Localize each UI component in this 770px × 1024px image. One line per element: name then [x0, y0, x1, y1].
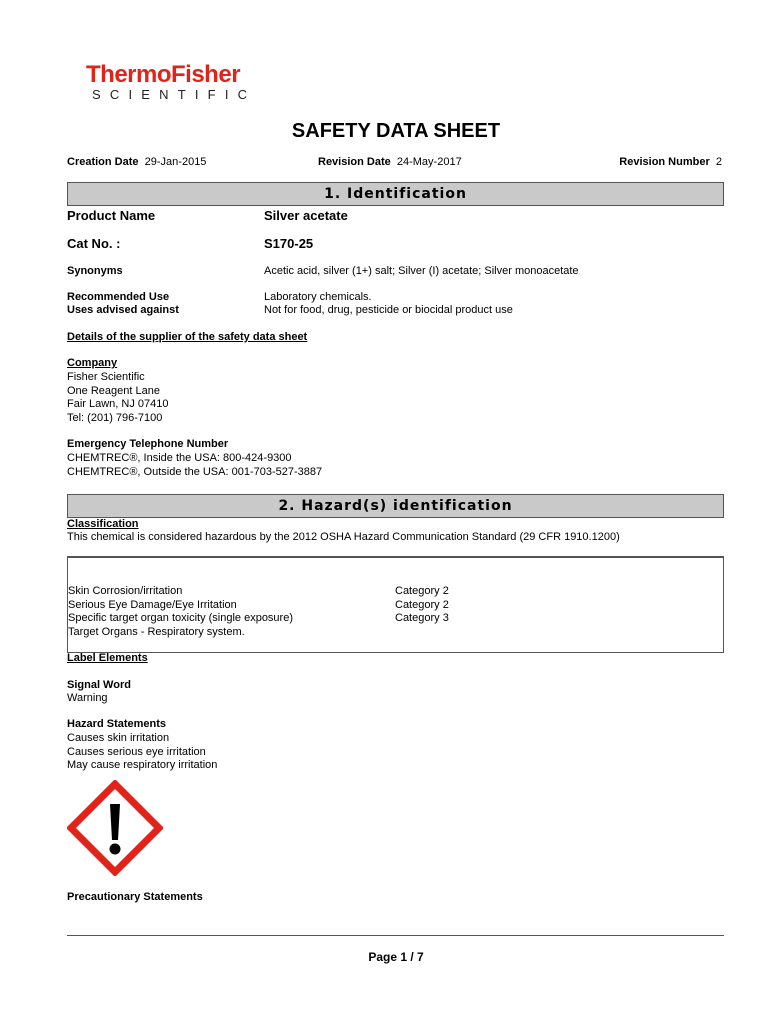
hazard-statement: May cause respiratory irritation: [67, 759, 218, 771]
creation-date-label: Creation Date: [67, 156, 139, 168]
company-line: One Reagent Lane: [67, 384, 160, 397]
hazard-name: Specific target organ toxicity (single exposure): [68, 612, 293, 624]
revision-number-label: Revision Number: [619, 156, 710, 168]
revision-number: [560, 156, 722, 170]
company-line: Fair Lawn, NJ 07410: [67, 398, 169, 410]
precautionary-heading: Precautionary Statements: [67, 891, 203, 903]
synonyms-label: Synonyms: [67, 265, 123, 277]
section-1-heading: 1. Identification: [67, 182, 724, 206]
brand-logo-subtitle: SCIENTIFIC: [92, 87, 257, 102]
emergency-line: CHEMTREC®, Outside the USA: 001-703-527-3887: [67, 465, 323, 478]
hazard-categories: [395, 585, 449, 626]
revision-date-value: 24-May-2017: [396, 156, 462, 168]
hazard-list: [68, 585, 293, 639]
label-elements-heading: Label Elements: [67, 652, 148, 664]
hazard-statement: Causes skin irritation: [67, 732, 170, 744]
synonyms-value: Acetic acid, silver (1+) salt; Silver (I) acetate; Silver monoacetate: [264, 265, 579, 277]
uses-advised-against-label: Uses advised against: [67, 304, 179, 316]
revision-date: [318, 156, 462, 170]
signal-word-heading: Signal Word: [67, 679, 131, 691]
hazard-statement: Causes serious eye irritation: [67, 745, 206, 758]
brand-logo-name: ThermoFisher: [86, 61, 241, 88]
company-line: Fisher Scientific: [67, 371, 145, 383]
hazard-category: Category 2: [395, 585, 449, 597]
hazard-statements-heading: Hazard Statements: [67, 718, 167, 730]
uses-advised-against-value: Not for food, drug, pesticide or biocidal product use: [264, 304, 513, 316]
section-2-heading: 2. Hazard(s) identification: [67, 494, 724, 518]
product-name-value: Silver acetate: [264, 208, 348, 223]
classification-text: This chemical is considered hazardous by the 2012 OSHA Hazard Communication Standard (29 CFR 1910.1200): [67, 531, 620, 543]
product-name-label: Product Name: [67, 208, 156, 223]
emergency-line: CHEMTREC®, Inside the USA: 800-424-9300: [67, 452, 292, 464]
company-line: Tel: (201) 796-7100: [67, 411, 163, 424]
supplier-heading: Details of the supplier of the safety data sheet: [67, 331, 308, 343]
cat-no-value: S170-25: [264, 236, 314, 251]
revision-date-label: Revision Date: [318, 156, 391, 168]
hazard-statements: [67, 732, 217, 773]
recommended-use-label: Recommended Use: [67, 291, 170, 303]
emergency-heading: Emergency Telephone Number: [67, 438, 229, 450]
hazard-name: Skin Corrosion/irritation: [68, 585, 183, 597]
target-organs: Target Organs - Respiratory system.: [68, 625, 245, 638]
page-number: Page 1 / 7: [368, 950, 424, 964]
company-heading: Company: [67, 357, 118, 369]
signal-word: Warning: [67, 692, 108, 704]
page-title: SAFETY DATA SHEET: [291, 120, 501, 142]
footer-divider: [67, 935, 724, 936]
company-address: [67, 371, 169, 425]
emergency-numbers: [67, 452, 322, 479]
creation-date-value: 29-Jan-2015: [144, 156, 207, 168]
cat-no-label: Cat No. :: [67, 236, 121, 251]
classification-heading: Classification: [67, 518, 139, 530]
hazard-category: Category 3: [395, 612, 449, 624]
hazard-name: Serious Eye Damage/Eye Irritation: [68, 598, 237, 611]
recommended-use-value: Laboratory chemicals.: [264, 291, 372, 303]
creation-date: [67, 156, 206, 170]
hazard-category: Category 2: [395, 598, 449, 611]
exclamation-mark-icon: [67, 780, 163, 876]
revision-number-value: 2: [715, 156, 722, 168]
